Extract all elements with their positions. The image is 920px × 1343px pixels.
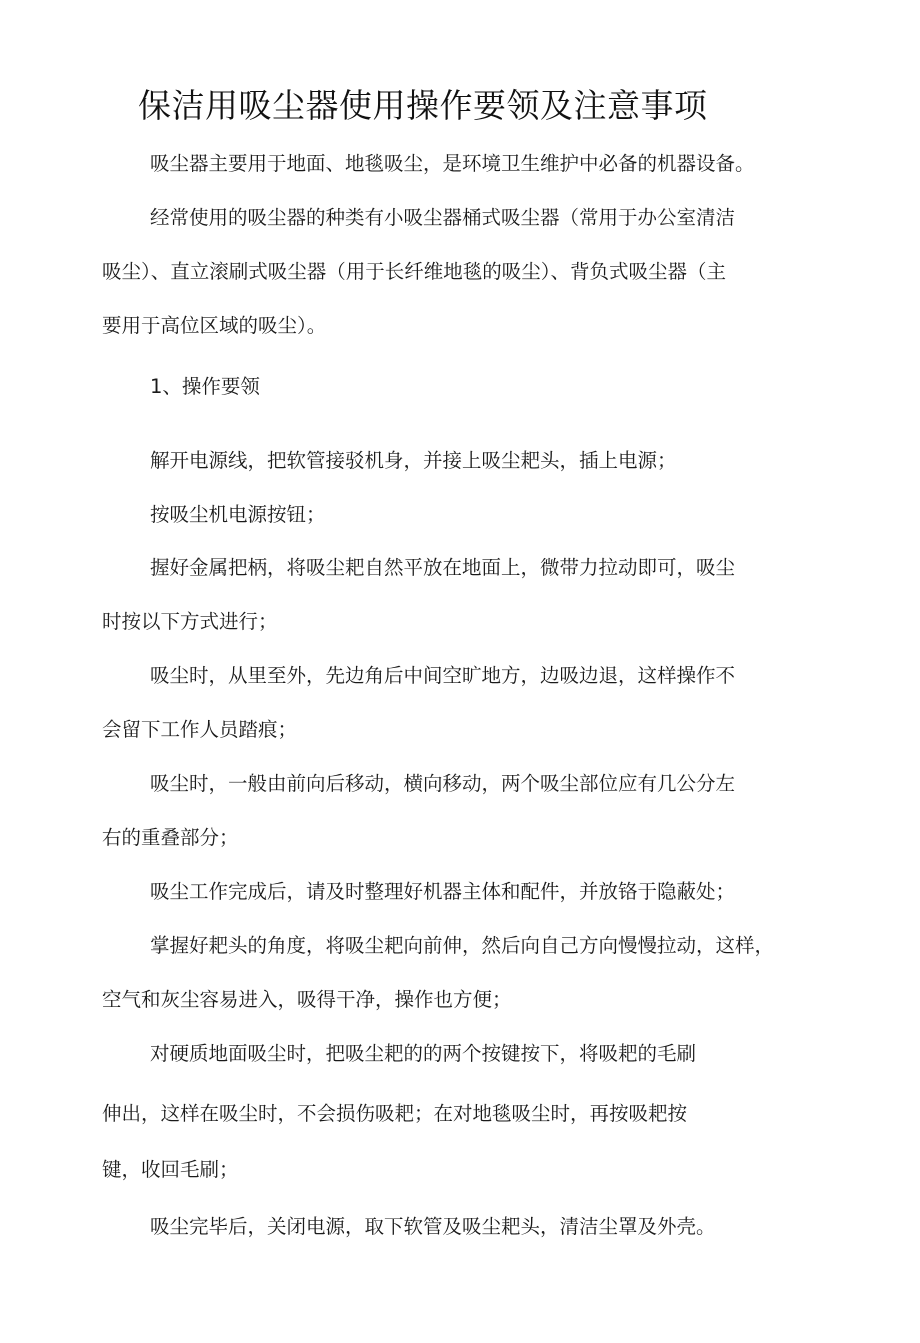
- paragraph-line: 握好金属把柄，将吸尘耙自然平放在地面上，微带力拉动即可，吸尘: [150, 556, 736, 579]
- paragraph-line: 吸尘时，从里至外，先边角后中间空旷地方，边吸边退，这样操作不: [150, 664, 736, 687]
- paragraph-line: 掌握好耙头的角度，将吸尘耙向前伸，然后向自己方向慢慢拉动，这样，: [150, 934, 775, 957]
- section-heading: 1、操作要领: [150, 375, 260, 398]
- paragraph-line: 键，收回毛刷；: [102, 1158, 239, 1181]
- paragraph-line: 会留下工作人员踏痕；: [102, 718, 298, 741]
- paragraph-line: 吸尘）、直立滚刷式吸尘器（用于长纤维地毯的吸尘）、背负式吸尘器（主: [102, 260, 727, 283]
- paragraph-line: 空气和灰尘容易进入，吸得干净，操作也方便；: [102, 988, 512, 1011]
- paragraph-line: 按吸尘机电源按钮；: [150, 503, 326, 526]
- paragraph-line: 吸尘器主要用于地面、地毯吸尘，是环境卫生维护中必备的机器设备。: [150, 152, 755, 175]
- document-title: 保洁用吸尘器使用操作要领及注意事项: [138, 86, 708, 125]
- paragraph-line: 右的重叠部分；: [102, 826, 239, 849]
- paragraph-line: 伸出，这样在吸尘时，不会损伤吸耙；在对地毯吸尘时，再按吸耙按: [102, 1102, 688, 1125]
- paragraph-line: 解开电源线，把软管接驳机身，并接上吸尘耙头，插上电源；: [150, 449, 677, 472]
- paragraph-line: 吸尘时，一般由前向后移动，横向移动，两个吸尘部位应有几公分左: [150, 772, 736, 795]
- paragraph-line: 吸尘完毕后，关闭电源，取下软管及吸尘耙头，清洁尘罩及外壳。: [150, 1215, 716, 1238]
- paragraph-line: 要用于高位区域的吸尘）。: [102, 314, 327, 337]
- paragraph-line: 吸尘工作完成后，请及时整理好机器主体和配件，并放铬于隐蔽处；: [150, 880, 736, 903]
- paragraph-line: 对硬质地面吸尘时，把吸尘耙的的两个按键按下，将吸耙的毛刷: [150, 1042, 697, 1065]
- paragraph-line: 经常使用的吸尘器的种类有小吸尘器桶式吸尘器（常用于办公室清洁: [150, 206, 736, 229]
- paragraph-line: 时按以下方式进行；: [102, 610, 278, 633]
